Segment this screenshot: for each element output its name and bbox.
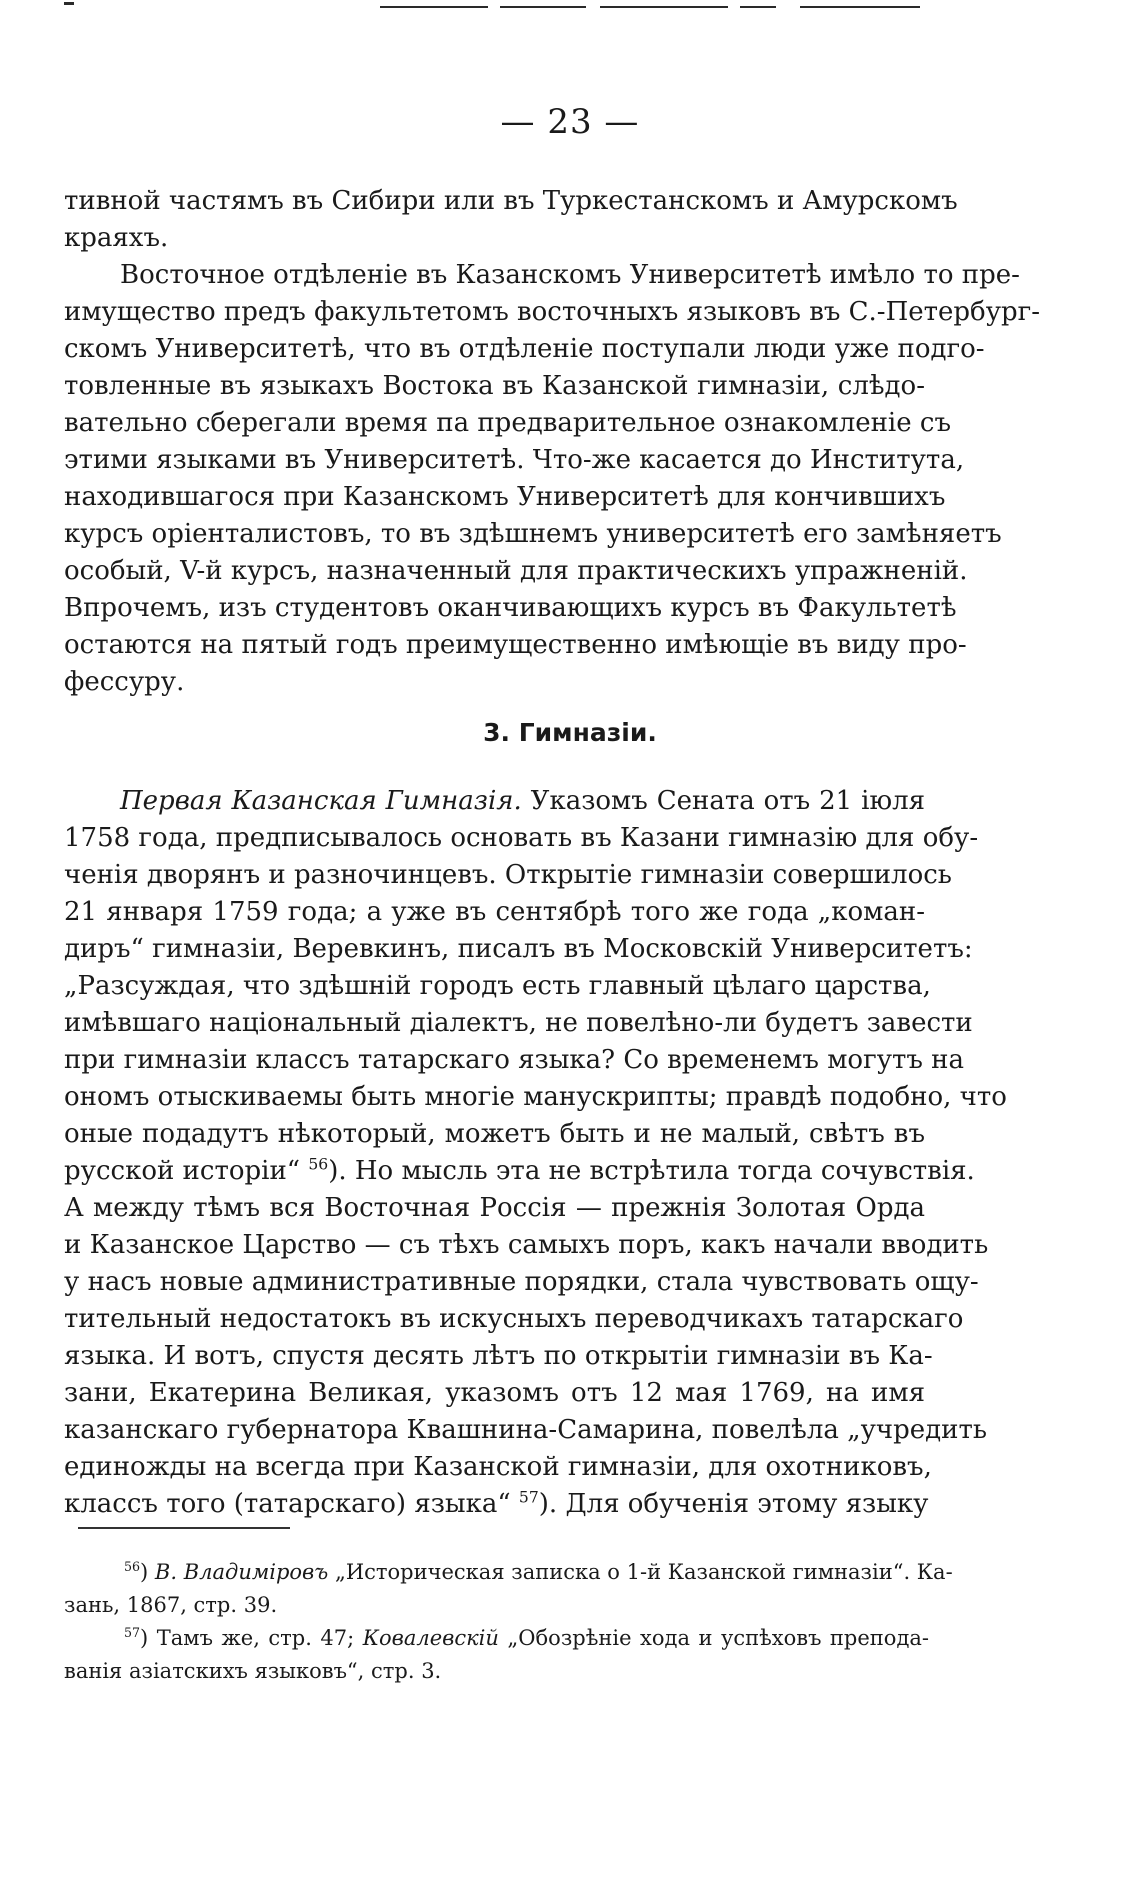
text-line: фессуру. <box>64 667 185 697</box>
italic-lead: Первая Казанская Гимназія. <box>120 786 522 816</box>
footnote-57 <box>64 1622 929 1688</box>
text-line: и Казанское Царство — съ тѣхъ самыхъ поръ, какъ начали вводить <box>64 1230 989 1260</box>
text-line: зани, Екатерина Великая, указомъ отъ 12 мая 1769, на имя <box>64 1378 925 1408</box>
text-line <box>64 1153 975 1190</box>
text-line: товленные въ языкахъ Востока въ Казанской гимназіи, слѣдо- <box>64 371 925 401</box>
text-line: имущество предъ факультетомъ восточныхъ языковъ въ С.-Петербург- <box>64 297 1041 327</box>
footnote-title: „Обозрѣніе хода и успѣховъ препода- <box>498 1626 929 1650</box>
line-text: классъ того (татарскаго) языка“ <box>64 1489 511 1519</box>
line-rest: Указомъ Сената отъ 21 іюля <box>521 786 926 816</box>
text-line: находившагося при Казанскомъ Университетѣ для кончившихъ <box>64 482 946 512</box>
text-line: у насъ новые административные порядки, стала чувствовать ощу- <box>64 1267 979 1297</box>
text-line: тивной частямъ въ Сибири или въ Туркестанскомъ и Амурскомъ <box>64 186 958 216</box>
text-line: остаются на пятый годъ преимущественно имѣющіе въ виду про- <box>64 630 967 660</box>
text-line: имѣвшаго національный діалектъ, не повелѣно-ли будетъ завести <box>64 1008 973 1038</box>
page-number: — 23 — <box>500 102 640 142</box>
text-line: диръ“ гимназіи, Веревкинъ, писалъ въ Московскій Университетъ: <box>64 934 973 964</box>
text-line: 1758 года, предписывалось основать въ Казани гимназію для обу- <box>64 823 979 853</box>
footnote-ref: ) Тамъ же, стр. 47; <box>140 1626 363 1650</box>
text-line <box>64 1486 929 1523</box>
paragraph-continuation <box>64 183 958 257</box>
text-line: скомъ Университетѣ, что въ отдѣленіе поступали люди уже подго- <box>64 334 985 364</box>
text-line: краяхъ. <box>64 223 169 253</box>
footnote-marker: 57 <box>124 1625 141 1640</box>
text-line: тительный недостатокъ въ искусныхъ переводчикахъ татарскаго <box>64 1304 964 1334</box>
footnote-line <box>64 1622 929 1655</box>
top-rule-segment <box>800 6 920 8</box>
footnote-ref-56: 56 <box>308 1155 329 1174</box>
footnote-author: В. Владиміровъ <box>154 1560 329 1584</box>
line-text: ). Но мысль эта не встрѣтила тогда сочувствія. <box>328 1156 975 1186</box>
top-rule-segment <box>500 6 586 8</box>
text-line: А между тѣмъ вся Восточная Россія — прежнія Золотая Орда <box>64 1193 925 1223</box>
text-line: языка. И вотъ, спустя десять лѣтъ по открытіи гимназіи въ Ка- <box>64 1341 933 1371</box>
text-line: особый, V-й курсъ, назначенный для практическихъ упражненій. <box>64 556 968 586</box>
text-line: курсъ оріенталистовъ, то въ здѣшнемъ университетѣ его замѣняетъ <box>64 519 1002 549</box>
footnote-56 <box>64 1556 953 1622</box>
paragraph-gymnasium <box>64 783 1007 1523</box>
line-text: ). Для обученія этому языку <box>538 1489 929 1519</box>
footnote-divider <box>78 1527 290 1529</box>
footnote-ref-57: 57 <box>518 1488 539 1507</box>
top-edge-mark <box>64 2 74 5</box>
top-rule-segment <box>600 6 728 8</box>
paragraph-oriental-department <box>64 257 1041 701</box>
text-line: „Разсуждая, что здѣшній городъ есть главный цѣлаго царства, <box>64 971 931 1001</box>
text-line: оные подадутъ нѣкоторый, можетъ быть и не малый, свѣтъ въ <box>64 1119 925 1149</box>
line-text: русской исторіи“ <box>64 1156 301 1186</box>
top-rule-segment <box>740 6 776 8</box>
text-line: единожды на всегда при Казанской гимназіи, для охотниковъ, <box>64 1452 932 1482</box>
text-line: при гимназіи классъ татарскаго языка? Со временемъ могутъ на <box>64 1045 965 1075</box>
footnote-line: зань, 1867, стр. 39. <box>64 1593 278 1617</box>
text-line: ономъ отыскиваемы быть многіе манускрипты; правдѣ подобно, что <box>64 1082 1007 1112</box>
footnote-title: „Историческая записка о 1-й Казанской гимназіи“. Ка- <box>328 1560 953 1584</box>
footnote-marker: 56 <box>124 1559 141 1574</box>
text-line: 21 января 1759 года; а уже въ сентябрѣ того же года „коман- <box>64 897 925 927</box>
text-line: вательно сберегали время па предварительное ознакомленіе съ <box>64 408 951 438</box>
text-line: ченія дворянъ и разночинцевъ. Открытіе гимназіи совершилось <box>64 860 952 890</box>
text-line: Впрочемъ, изъ студентовъ оканчивающихъ курсъ въ Факультетѣ <box>64 593 957 623</box>
footnote-line: ванія азіатскихъ языковъ“, стр. 3. <box>64 1659 442 1683</box>
footnote-author: Ковалевскій <box>362 1626 499 1650</box>
text-line: Восточное отдѣленіе въ Казанскомъ Университетѣ имѣло то пре- <box>120 260 1020 290</box>
text-line <box>64 783 925 820</box>
text-line: этими языками въ Университетѣ. Что-же касается до Института, <box>64 445 965 475</box>
top-rule-segment <box>380 6 488 8</box>
text-line: казанскаго губернатора Квашнина-Самарина, повелѣла „учредить <box>64 1415 987 1445</box>
section-heading: 3. Гимназіи. <box>483 718 657 747</box>
footnote-line: $^{56}$) В. Владиміровъ „Историческая записка о 1-й Казанской гимназіи“. Ка- <box>124 1559 953 1584</box>
